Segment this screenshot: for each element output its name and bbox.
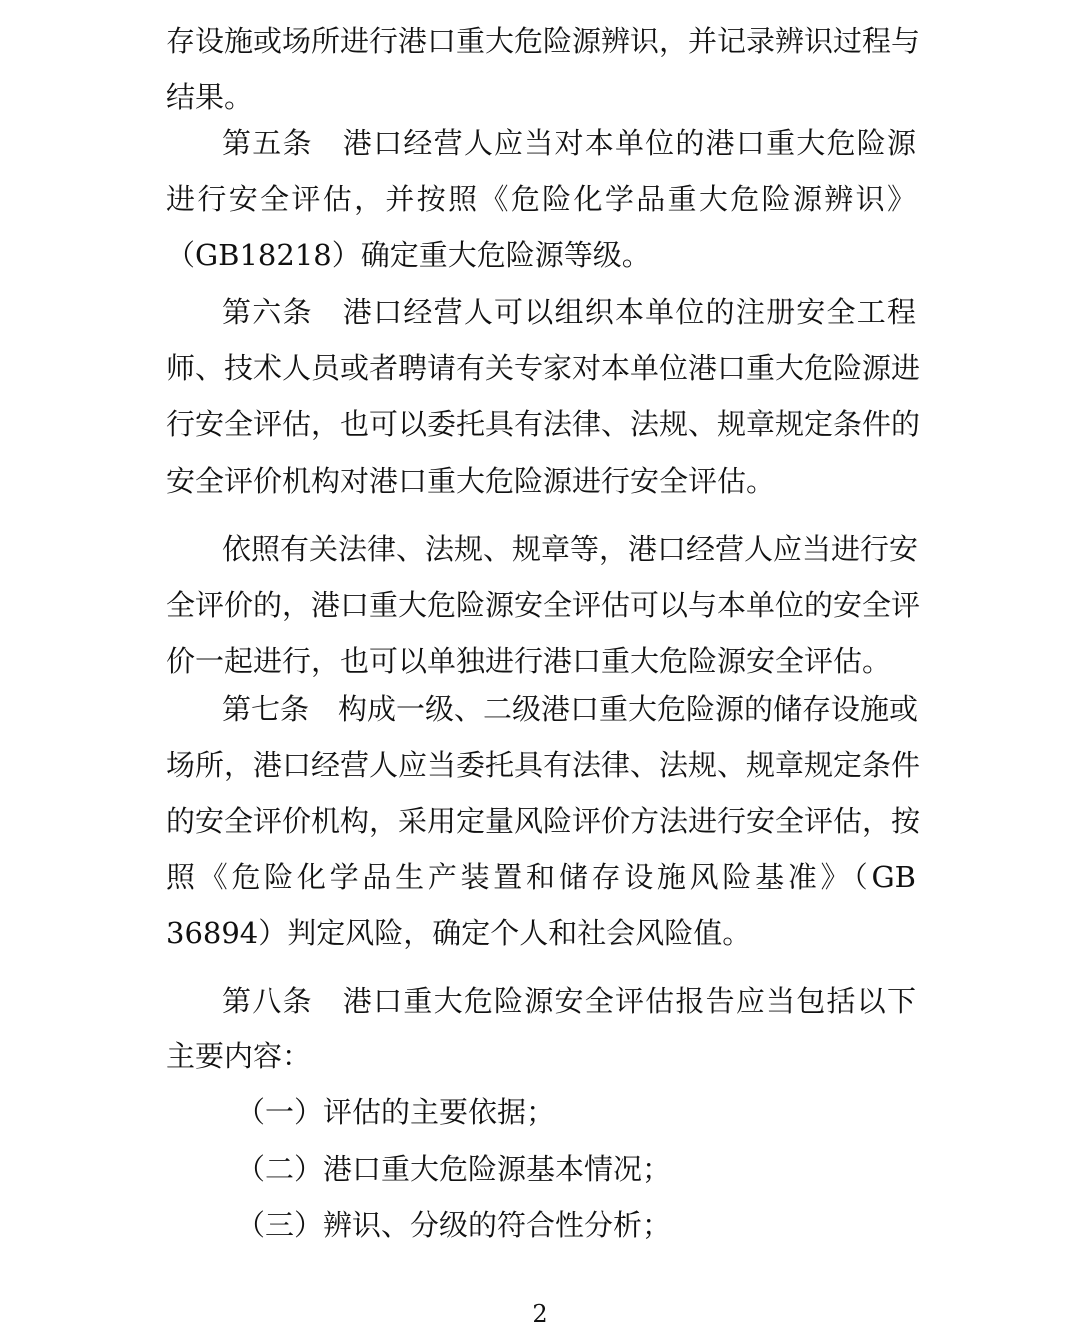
article-8-line: 第八条 港口重大危险源安全评估报告应当包括以下 xyxy=(222,984,916,1018)
text-line: 存设施或场所进行港口重大危险源辨识，并记录辨识过程与 xyxy=(166,24,921,58)
text-line: 师、技术人员或者聘请有关专家对本单位港口重大危险源进 xyxy=(166,351,921,385)
text-line: 全评价的，港口重大危险源安全评估可以与本单位的安全评 xyxy=(166,588,921,622)
text-line: 行安全评估，也可以委托具有法律、法规、规章规定条件的 xyxy=(166,407,921,441)
list-item: （一）评估的主要依据； xyxy=(236,1095,556,1129)
article-7-line: 第七条 构成一级、二级港口重大危险源的储存设施或 xyxy=(222,692,919,726)
text-line: 照《危险化学品生产装置和储存设施风险基准》（GB xyxy=(166,860,916,894)
text-line: （GB18218）确定重大危险源等级。 xyxy=(166,238,651,272)
text-line: 场所，港口经营人应当委托具有法律、法规、规章规定条件 xyxy=(166,748,921,782)
text-line: 进行安全评估，并按照《危险化学品重大危险源辨识》 xyxy=(166,182,916,216)
article-6-line: 第六条 港口经营人可以组织本单位的注册安全工程 xyxy=(222,295,916,329)
text-line: 主要内容： xyxy=(166,1039,312,1073)
list-item: （二）港口重大危险源基本情况； xyxy=(236,1152,672,1186)
page-number: 2 xyxy=(532,1300,548,1328)
text-line: 的安全评价机构，采用定量风险评价方法进行安全评估，按 xyxy=(166,804,921,838)
list-item: （三）辨识、分级的符合性分析； xyxy=(236,1208,672,1242)
article-5-line: 第五条 港口经营人应当对本单位的港口重大危险源 xyxy=(222,126,916,160)
text-line: 结果。 xyxy=(166,80,254,114)
text-line: 36894）判定风险，确定个人和社会风险值。 xyxy=(166,916,752,950)
paragraph-line: 依照有关法律、法规、规章等，港口经营人应当进行安 xyxy=(222,532,919,566)
text-line: 价一起进行，也可以单独进行港口重大危险源安全评估。 xyxy=(166,644,892,678)
text-line: 安全评价机构对港口重大危险源进行安全评估。 xyxy=(166,464,776,498)
